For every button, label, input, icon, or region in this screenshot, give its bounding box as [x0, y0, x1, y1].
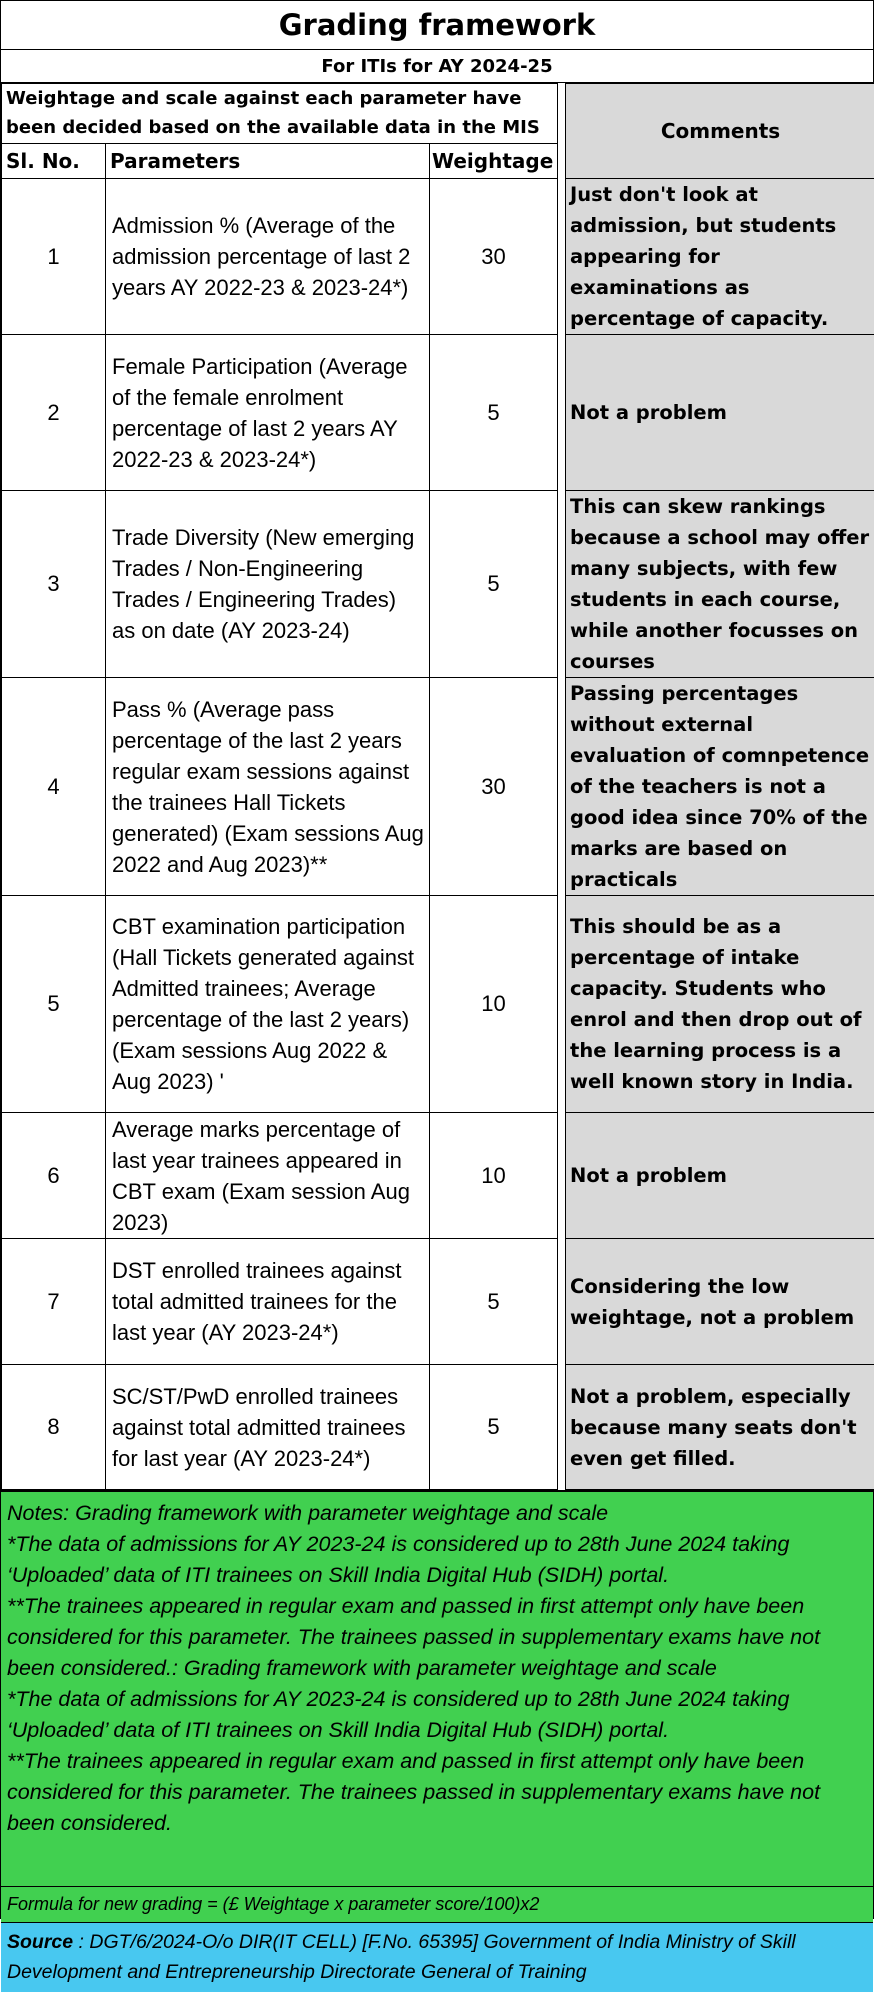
column-gap	[558, 896, 566, 1113]
notes-line: **The trainees appeared in regular exam and passed in first attempt only have been considered for this parameter. The trainees passed in supplementary exams have not been considered.	[7, 1746, 867, 1839]
notes-line: Notes: Grading framework with parameter weightage and scale	[7, 1498, 867, 1529]
row-number: 5	[2, 896, 106, 1113]
table-row	[2, 491, 874, 678]
parameter-cell: Trade Diversity (New emerging Trades / Non-Engineering Trades / Engineering Trades) as on date (AY 2023-24)	[106, 491, 430, 678]
table-row	[2, 179, 874, 335]
row-number: 2	[2, 335, 106, 491]
parameters-header: Parameters	[106, 144, 430, 179]
source-text: : DGT/6/2024-O/o DIR(IT CELL) [F.No. 65395] Government of India Ministry of Skill Development and Entrepreneurship Directorate General of Training	[7, 1931, 796, 1983]
column-gap	[558, 84, 566, 179]
comment-cell: Not a problem, especially because many seats don't even get filled.	[566, 1365, 874, 1490]
comment-cell: Passing percentages without external evaluation of comnpetence of the teachers is not a good idea since 70% of the marks are based on practicals	[566, 678, 874, 896]
table-row	[2, 678, 874, 896]
notes-section	[1, 1490, 873, 1886]
parameter-cell: Average marks percentage of last year trainees appeared in CBT exam (Exam session Aug 2023)	[106, 1113, 430, 1239]
row-number: 4	[2, 678, 106, 896]
weightage-cell: 5	[430, 1365, 558, 1490]
formula-text: Formula for new grading = (£ Weightage x parameter score/100)x2	[1, 1886, 873, 1922]
table-row	[2, 1239, 874, 1365]
parameter-cell: CBT examination participation (Hall Tickets generated against Admitted trainees; Average percentage of the last 2 years) (Exam sessions Aug 2022 & Aug 2023) '	[106, 896, 430, 1113]
table-row	[2, 1113, 874, 1239]
comment-cell: Not a problem	[566, 335, 874, 491]
weightage-cell: 5	[430, 491, 558, 678]
weightage-cell: 30	[430, 179, 558, 335]
weightage-cell: 30	[430, 678, 558, 896]
column-gap	[558, 491, 566, 678]
row-number: 8	[2, 1365, 106, 1490]
row-number: 1	[2, 179, 106, 335]
row-number: 6	[2, 1113, 106, 1239]
intro-text: Weightage and scale against each parameter have been decided based on the available data in the MIS	[2, 84, 558, 144]
comment-cell: This can skew rankings because a school may offer many subjects, with few students in each course, while another focusses on courses	[566, 491, 874, 678]
page-subtitle: For ITIs for AY 2024-25	[1, 50, 873, 83]
weightage-cell: 5	[430, 1239, 558, 1365]
table-row	[2, 335, 874, 491]
weightage-cell: 10	[430, 1113, 558, 1239]
column-gap	[558, 678, 566, 896]
table-row	[2, 896, 874, 1113]
weightage-header: Weightage	[430, 144, 558, 179]
column-gap	[558, 179, 566, 335]
source-citation	[1, 1922, 873, 1992]
parameter-cell: Female Participation (Average of the female enrolment percentage of last 2 years AY 2022-23 & 2023-24*)	[106, 335, 430, 491]
weightage-cell: 10	[430, 896, 558, 1113]
column-gap	[558, 1365, 566, 1490]
page-title: Grading framework	[1, 1, 873, 50]
parameter-cell: DST enrolled trainees against total admitted trainees for the last year (AY 2023-24*)	[106, 1239, 430, 1365]
column-gap	[558, 1239, 566, 1365]
column-gap	[558, 1113, 566, 1239]
weightage-cell: 5	[430, 335, 558, 491]
parameter-cell: Pass % (Average pass percentage of the last 2 years regular exam sessions against the trainees Hall Tickets generated) (Exam sessions Aug 2022 and Aug 2023)**	[106, 678, 430, 896]
notes-line: *The data of admissions for AY 2023-24 is considered up to 28th June 2024 taking ‘Uploaded’ data of ITI trainees on Skill India Digital Hub (SIDH) portal.	[7, 1684, 867, 1746]
comments-header: Comments	[566, 84, 874, 179]
comment-cell: Considering the low weightage, not a problem	[566, 1239, 874, 1365]
notes-line: **The trainees appeared in regular exam and passed in first attempt only have been considered for this parameter. The trainees passed in supplementary exams have not been considered.: Grading framework with parameter weightage and scale	[7, 1591, 867, 1684]
parameter-cell: Admission % (Average of the admission percentage of last 2 years AY 2022-23 & 2023-24*)	[106, 179, 430, 335]
row-number: 3	[2, 491, 106, 678]
source-label: Source	[7, 1931, 73, 1953]
table-row	[2, 1365, 874, 1490]
notes-line: *The data of admissions for AY 2023-24 is considered up to 28th June 2024 taking ‘Uploaded’ data of ITI trainees on Skill India Digital Hub (SIDH) portal.	[7, 1529, 867, 1591]
comment-cell: Just don't look at admission, but students appearing for examinations as percentage of capacity.	[566, 179, 874, 335]
column-gap	[558, 335, 566, 491]
sl-no-header: Sl. No.	[2, 144, 106, 179]
comment-cell: This should be as a percentage of intake capacity. Students who enrol and then drop out of the learning process is a well known story in India.	[566, 896, 874, 1113]
parameter-cell: SC/ST/PwD enrolled trainees against total admitted trainees for last year (AY 2023-24*)	[106, 1365, 430, 1490]
comment-cell: Not a problem	[566, 1113, 874, 1239]
row-number: 7	[2, 1239, 106, 1365]
grading-table	[1, 83, 874, 1490]
